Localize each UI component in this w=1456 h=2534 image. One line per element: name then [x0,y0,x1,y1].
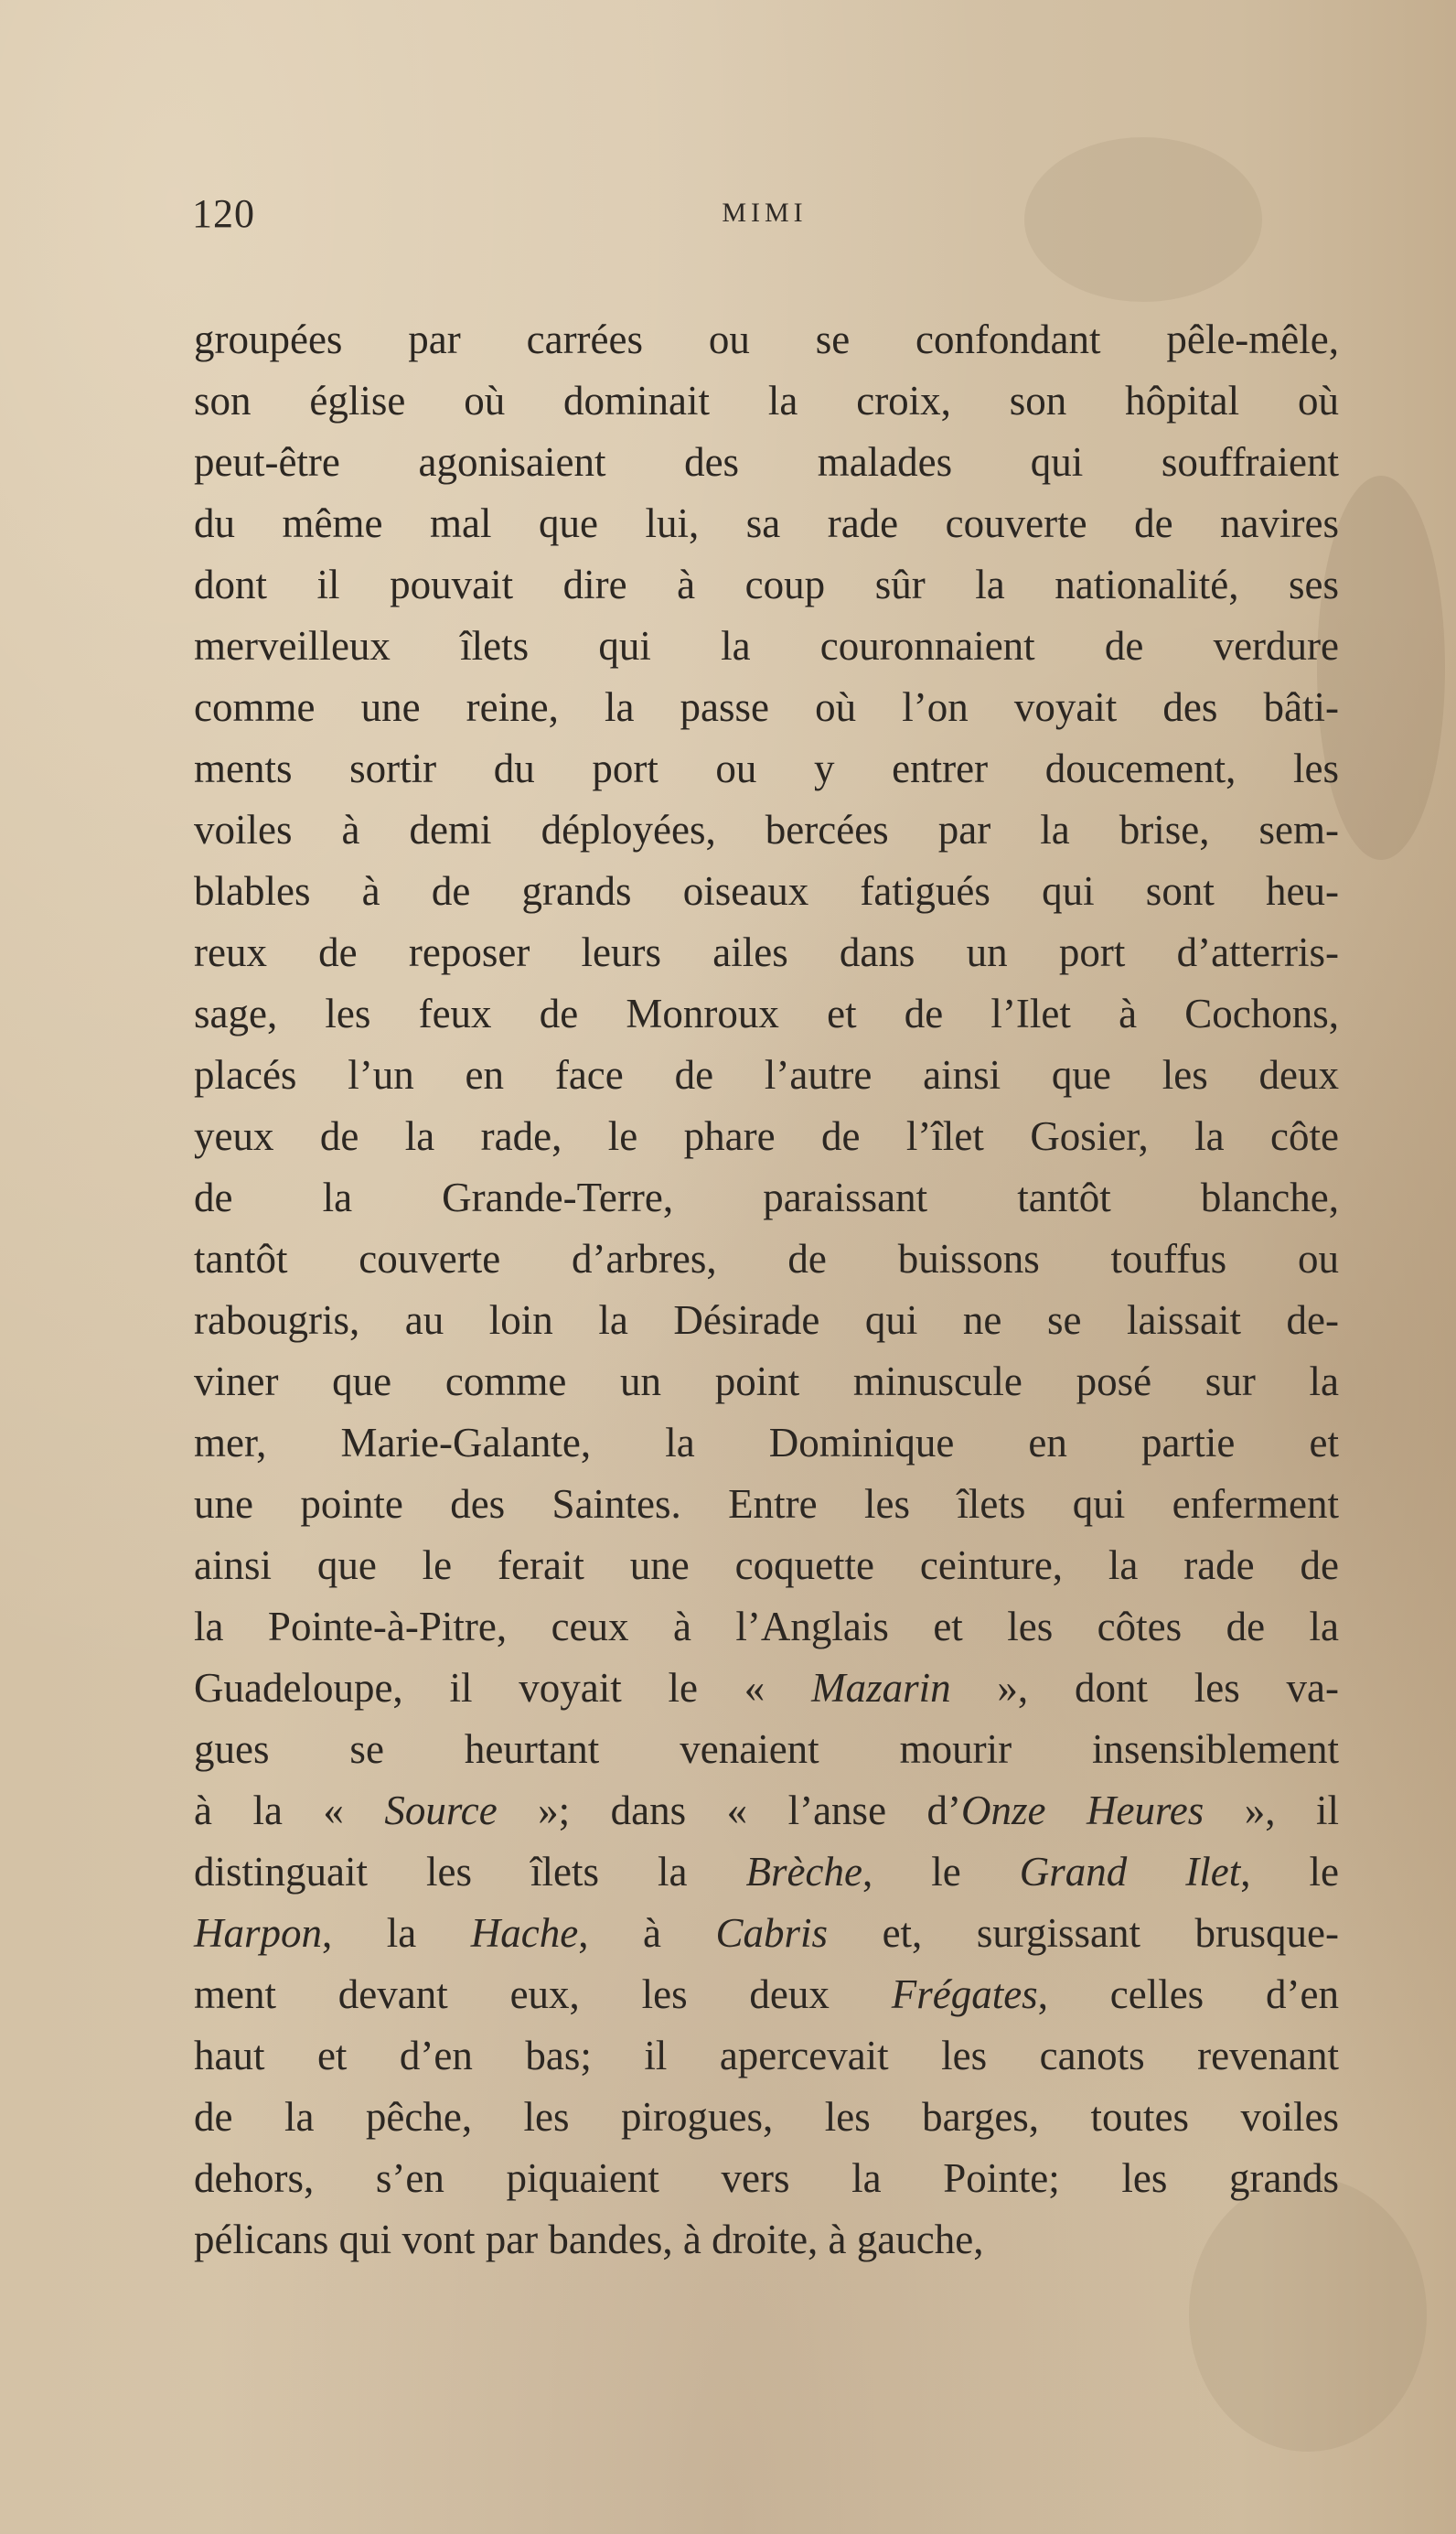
text-run: , à [578,1910,716,1956]
text-run: gues se heurtant venaient mourir insensiblement [194,1726,1339,1772]
text-run: comme une reine, la passe où l’on voyait des bâti- [194,684,1339,730]
text-line [194,922,1339,983]
text-run: , la [322,1910,471,1956]
text-line [194,677,1339,738]
italic-text: Frégates [891,1971,1038,2017]
italic-text: Harpon [194,1910,323,1956]
text-line [194,370,1339,432]
text-line [194,1229,1339,1290]
text-line [194,1719,1339,1780]
text-line [194,1045,1339,1106]
text-run: haut et d’en bas; il apercevait les canots revenant [194,2033,1339,2078]
text-line [194,1658,1339,1719]
text-run: du même mal que lui, sa rade couverte de navires [194,500,1339,546]
text-line [194,2209,1339,2271]
text-run: sage, les feux de Monroux et de l’Ilet à Cochons, [194,991,1339,1036]
text-run: dont il pouvait dire à coup sûr la nationalité, ses [194,562,1339,607]
text-line [194,554,1339,616]
text-run: », dont les va- [950,1665,1339,1711]
text-run: à la « [194,1788,385,1833]
text-line [194,1780,1339,1841]
text-line [194,1106,1339,1167]
text-line [194,2087,1339,2148]
italic-text: Brèche [745,1849,862,1895]
text-run: , le [862,1849,1020,1895]
text-run: groupées par carrées ou se confondant pêle-mêle, [194,317,1339,362]
text-run: reux de reposer leurs ailes dans un port d’atterris- [194,929,1339,975]
text-line [194,1351,1339,1412]
text-run: une pointe des Saintes. Entre les îlets qui enferment [194,1481,1339,1527]
text-run: de la Grande-Terre, paraissant tantôt blanche, [194,1175,1339,1220]
text-run: son église où dominait la croix, son hôpital où [194,378,1339,424]
text-line [194,2025,1339,2087]
text-line [194,1412,1339,1474]
body-text [194,309,1339,2271]
text-line [194,1964,1339,2025]
text-run: tantôt couverte d’arbres, de buissons touffus ou [194,1236,1339,1282]
page-number: 120 [192,191,255,236]
text-run: », il [1204,1788,1339,1833]
text-line [194,983,1339,1045]
italic-text: Mazarin [811,1665,951,1711]
text-run: distinguait les îlets la [194,1849,746,1895]
text-line [194,861,1339,922]
running-title: MIMI [722,198,808,228]
text-line [194,1167,1339,1229]
text-run: pélicans qui vont par bandes, à droite, à gauche, [194,2217,984,2262]
italic-text: Source [384,1788,498,1833]
text-line [194,1474,1339,1535]
text-line [194,493,1339,554]
text-run: Guadeloupe, il voyait le « [194,1665,812,1711]
text-run: , le [1240,1849,1339,1895]
text-line [194,738,1339,800]
italic-text: Hache [470,1910,579,1956]
italic-text: Cabris [715,1910,829,1956]
text-run: »; dans « l’anse d’ [497,1788,962,1833]
text-line [194,616,1339,677]
text-run: yeux de la rade, le phare de l’îlet Gosier, la côte [194,1113,1339,1159]
text-line [194,1841,1339,1903]
text-run: de la pêche, les pirogues, les barges, toutes voiles [194,2094,1339,2140]
text-run: voiles à demi déployées, bercées par la brise, sem- [194,807,1339,853]
text-run: ainsi que le ferait une coquette ceinture, la rade de [194,1542,1339,1588]
text-run: blables à de grands oiseaux fatigués qui sont heu- [194,868,1339,914]
text-run: merveilleux îlets qui la couronnaient de verdure [194,623,1339,669]
text-line [194,2148,1339,2209]
text-line [194,1290,1339,1351]
text-run: dehors, s’en piquaient vers la Pointe; les grands [194,2155,1339,2201]
text-line [194,800,1339,861]
text-run: placés l’un en face de l’autre ainsi que les deux [194,1052,1339,1098]
text-run: ment devant eux, les deux [194,1971,892,2017]
text-line [194,1596,1339,1658]
text-line [194,1535,1339,1596]
text-run: la Pointe-à-Pitre, ceux à l’Anglais et les côtes de la [194,1604,1339,1649]
running-head [192,190,1337,245]
text-run: viner que comme un point minuscule posé sur la [194,1358,1339,1404]
text-line [194,432,1339,493]
text-line [194,1903,1339,1964]
text-run: rabougris, au loin la Désirade qui ne se laissait de- [194,1297,1339,1343]
italic-text: Grand Ilet [1019,1849,1241,1895]
text-run: ments sortir du port ou y entrer doucement, les [194,746,1339,791]
text-line [194,309,1339,370]
text-run: mer, Marie-Galante, la Dominique en partie et [194,1420,1339,1466]
text-run: et, surgissant brusque- [828,1910,1339,1956]
text-run: peut-être agonisaient des malades qui souffraient [194,439,1339,485]
text-run: , celles d’en [1037,1971,1339,2017]
italic-text: Onze Heures [961,1788,1204,1833]
